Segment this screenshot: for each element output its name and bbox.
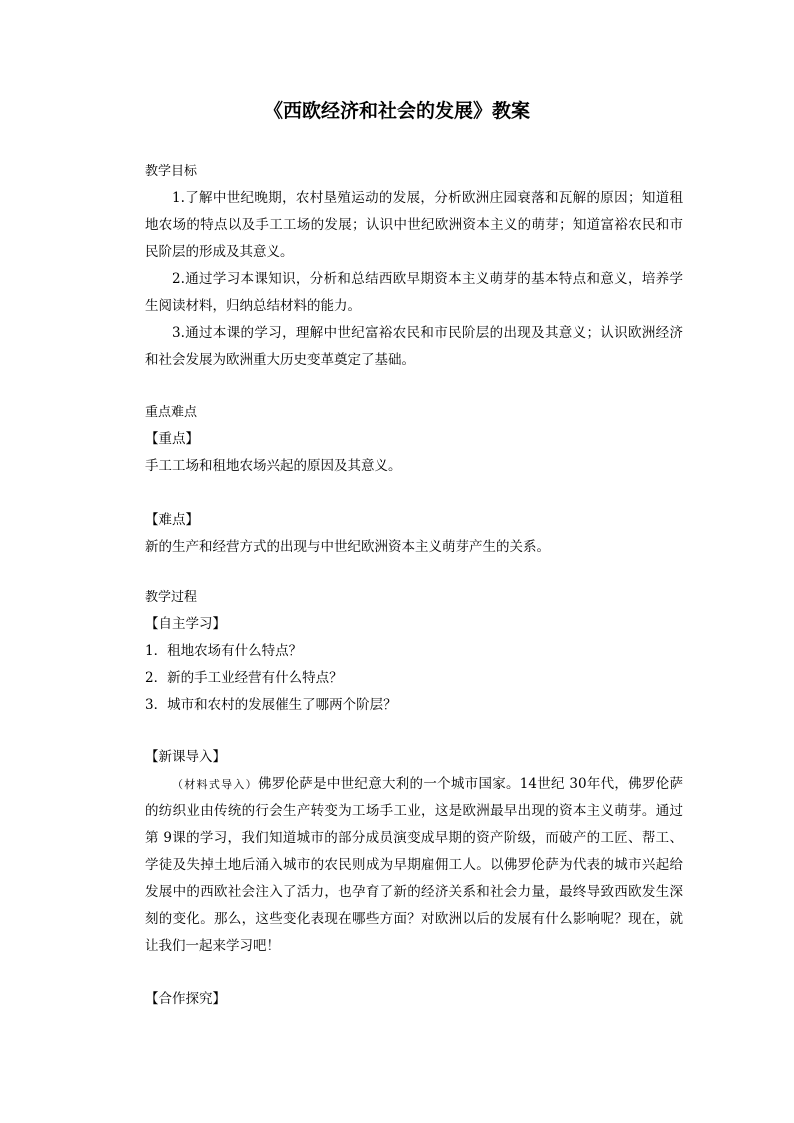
question-item-3: 3．城市和农村的发展催生了哪两个阶层？ (145, 697, 397, 713)
process-section (145, 584, 683, 719)
cooperation-section (145, 986, 683, 1013)
objectives-section (145, 158, 683, 374)
difficulty-label: 【难点】 (145, 512, 199, 528)
key-points-heading: 重点难点 (145, 405, 198, 420)
focus-text: 手工工场和租地农场兴起的原因及其意义。 (145, 458, 402, 474)
intro-label: 【新课导入】 (145, 749, 226, 765)
objective-item-1: 1.了解中世纪晚期，农村垦殖运动的发展，分析欧洲庄园衰落和瓦解的原因；知道租地农场的特点以及手工工场的发展；认识中世纪欧洲资本主义的萌芽；知道富裕农民和市民阶层的形成及其意义。 (145, 190, 683, 260)
intro-section (145, 744, 683, 960)
document-title: 《西欧经济和社会的发展》教案 (263, 100, 530, 122)
key-points-section (145, 399, 683, 480)
intro-paragraph (145, 771, 683, 960)
intro-lead: （材料式导入） (172, 778, 258, 791)
difficulty-text: 新的生产和经营方式的出现与中世纪欧洲资本主义萌芽产生的关系。 (145, 539, 550, 555)
intro-text: 佛罗伦萨是中世纪意大利的一个城市国家。14世纪 30年代，佛罗伦萨的纺织业由传统的行会生产转变为工场手工业，这是欧洲最早出现的资本主义萌芽。通过第 9课的学习，我们知道城市的部分成员演变成早期的资产阶级，而破产的工匠、帮工、学徒及失掉土地后涌入城市的农民则成为早期雇佣工人。以佛罗伦萨为代表的城市兴起给发展中的西欧社会注入了活力，也孕育了新的经济关系和社会力量，最终导致西欧发生深刻的变化。那么，这些变化表现在哪些方面？对欧洲以后的发展有什么影响呢？现在，就让我们一起来学习吧！ (145, 776, 684, 954)
objective-item-2: 2.通过学习本课知识，分析和总结西欧早期资本主义萌芽的基本特点和意义，培养学生阅读材料，归纳总结材料的能力。 (145, 271, 683, 314)
process-heading: 教学过程 (145, 590, 198, 605)
difficulty-section (145, 507, 683, 561)
self-study-label: 【自主学习】 (145, 616, 226, 632)
question-item-1: 1．租地农场有什么特点？ (145, 643, 303, 659)
objectives-heading: 教学目标 (145, 164, 198, 179)
cooperation-label: 【合作探究】 (145, 991, 226, 1007)
focus-label: 【重点】 (145, 431, 199, 447)
objective-item-3: 3.通过本课的学习，理解中世纪富裕农民和市民阶层的出现及其意义；认识欧洲经济和社会发展为欧洲重大历史变革奠定了基础。 (145, 325, 683, 368)
question-item-2: 2．新的手工业经营有什么特点？ (145, 670, 343, 686)
